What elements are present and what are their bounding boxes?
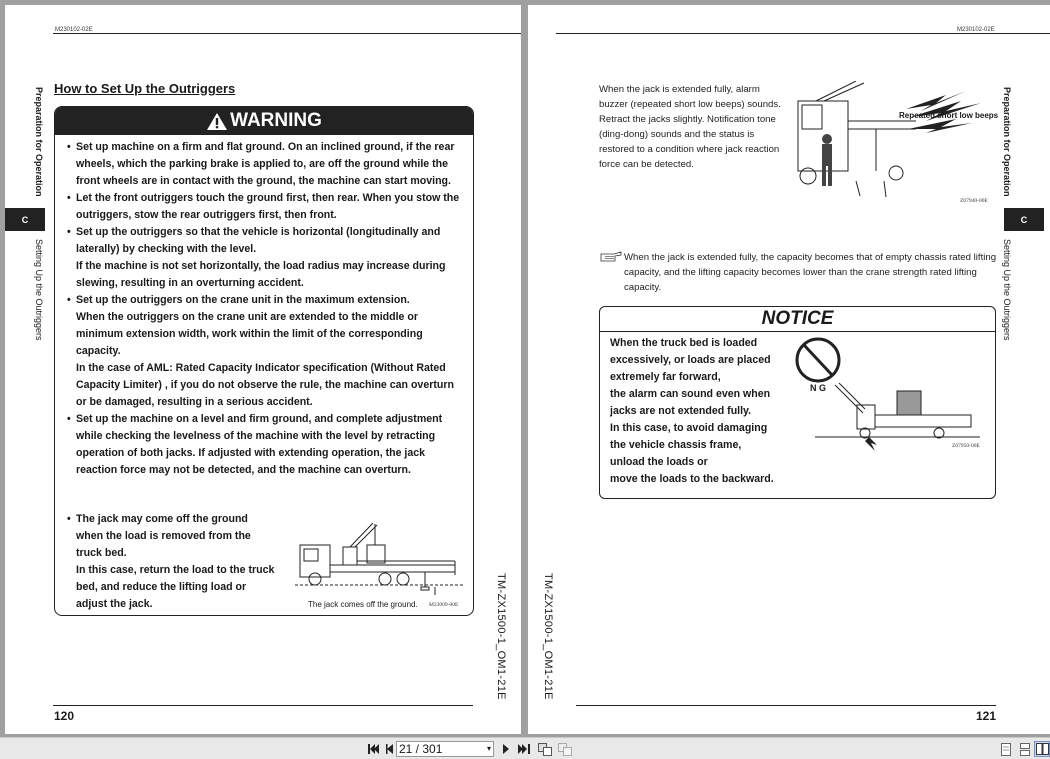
side-section-label: Preparation for Operation bbox=[1002, 87, 1012, 197]
pointing-hand-icon bbox=[600, 251, 622, 263]
copy-button[interactable] bbox=[537, 741, 553, 757]
bottom-rule bbox=[53, 705, 473, 706]
warning-item: • Set up the machine on a level and firm ground, and complete adjustment while checking the levelness of the machine with the level by retracting operation of both jacks. If adjusted with extending operation, the jack reaction force may not be detected, and the machine can overturn. bbox=[67, 411, 465, 479]
facing-view-button[interactable] bbox=[1034, 741, 1050, 757]
figure-code: M23009-00E bbox=[429, 602, 459, 608]
next-page-icon bbox=[502, 744, 510, 754]
chevron-down-icon[interactable]: ▾ bbox=[486, 744, 491, 753]
figure-caption: The jack comes off the ground. bbox=[308, 600, 418, 609]
page-heading: How to Set Up the Outriggers bbox=[54, 81, 236, 96]
warning-icon bbox=[206, 112, 228, 131]
warning-item: • Let the front outriggers touch the ground first, then rear. When you stow the outriggers, stow the rear outriggers first, then front. bbox=[67, 190, 465, 224]
first-page-button[interactable] bbox=[366, 741, 382, 757]
side-tab: C bbox=[5, 208, 45, 231]
doc-id: M230102-02E bbox=[55, 27, 93, 33]
left-page bbox=[5, 5, 521, 734]
warning-item: • Set up the outriggers so that the vehicle is horizontal (longitudinally and laterally) by checking with the level. If the machine is not set horizontally, the load radius may increase during slewing, resulting in an overturning accident. bbox=[67, 224, 465, 292]
facing-pages-icon bbox=[1036, 743, 1049, 755]
operator-jack-illustration bbox=[796, 81, 1002, 201]
doc-id: M230102-02E bbox=[957, 27, 995, 33]
side-subsection-label: Setting Up the Outriggers bbox=[34, 239, 44, 341]
single-page-view-button[interactable] bbox=[998, 741, 1014, 757]
tm-code: TM-ZX1500-1_OM1-21E bbox=[495, 573, 507, 700]
continuous-view-button[interactable] bbox=[1017, 741, 1033, 757]
first-page-icon bbox=[368, 744, 380, 754]
notice-box bbox=[599, 306, 996, 499]
top-rule bbox=[556, 33, 1050, 34]
figure-code: Z07950-00E bbox=[952, 443, 980, 449]
side-section-label: Preparation for Operation bbox=[34, 87, 44, 197]
capacity-note-text: When the jack is extended fully, the capacity becomes that of empty chassis rated lifting capacity, and the lifting capacity becomes lower than the crane strength rated lifting capacity. bbox=[624, 252, 997, 293]
warning-title: WARNING bbox=[230, 110, 322, 131]
warning-item: • Set up machine on a firm and flat ground. On an inclined ground, if the rear wheels, which the parking brake is applied to, are off the ground while the front wheels are in contact with the ground, the machine can start moving. bbox=[67, 139, 465, 190]
continuous-page-icon bbox=[1020, 743, 1030, 756]
top-rule bbox=[53, 33, 521, 34]
warning-item: • Set up the outriggers on the crane unit in the maximum extension. When the outriggers on the crane unit are extended to the middle or minimum extension width, work within the limit of the corresponding capacity. In the case of AML: Rated Capacity Indicator specification (Without Rated Capacity Limiter) , if you do not observe the rule, the machine can overturn or be damaged, resulting in a serious accident. bbox=[67, 292, 465, 411]
bottom-rule bbox=[576, 705, 996, 706]
jack-alarm-text: When the jack is extended fully, alarm buzzer (repeated short low beeps) sounds. Retract the jacks slightly. Notification tone (ding-dong) sounds and the status is restored to a condition where jack reaction force can be detected. bbox=[599, 84, 781, 170]
warning-header bbox=[55, 107, 473, 135]
ng-label: N G bbox=[810, 383, 827, 393]
last-page-button[interactable] bbox=[516, 741, 532, 757]
beep-label: Repeated short low beeps bbox=[899, 111, 999, 120]
page-number-value: 21 / 301 bbox=[399, 742, 443, 756]
side-tab: C bbox=[1004, 208, 1044, 231]
warning-item-jack: • The jack may come off the ground when the load is removed from the truck bed. In this case, return the load to the truck bed, and reduce the lifting load or adjust the jack. bbox=[67, 511, 277, 613]
paste-icon bbox=[558, 743, 572, 756]
warning-box bbox=[54, 106, 474, 616]
notice-text: When the truck bed is loaded excessively, or loads are placed extremely far forward, the alarm can sound even when jacks are not extended fully. In this case, to avoid damaging the vehicle chassis frame, unload the loads or move the loads to the backward. bbox=[610, 337, 774, 485]
prohibition-icon bbox=[797, 339, 839, 381]
next-page-button[interactable] bbox=[498, 741, 514, 757]
single-page-icon bbox=[1001, 743, 1011, 756]
overloaded-truck-illustration bbox=[795, 333, 985, 458]
viewer-toolbar bbox=[0, 737, 1050, 759]
previous-page-icon bbox=[386, 744, 394, 754]
page-number: 121 bbox=[976, 709, 997, 723]
previous-page-button[interactable] bbox=[384, 741, 396, 757]
warning-list bbox=[55, 135, 473, 479]
truck-jack-illustration bbox=[295, 517, 465, 597]
capacity-note bbox=[600, 250, 1000, 295]
figure-code: Z07940-00E bbox=[960, 198, 988, 204]
right-page bbox=[528, 5, 1050, 734]
notice-title: NOTICE bbox=[600, 307, 995, 332]
copy-icon bbox=[538, 743, 552, 756]
paste-button[interactable] bbox=[557, 741, 573, 757]
side-subsection-label: Setting Up the Outriggers bbox=[1002, 239, 1012, 341]
page-number: 120 bbox=[54, 709, 75, 723]
last-page-icon bbox=[518, 744, 530, 754]
tm-code: TM-ZX1500-1_OM1-21E bbox=[542, 573, 554, 700]
page-number-input[interactable] bbox=[396, 741, 494, 757]
